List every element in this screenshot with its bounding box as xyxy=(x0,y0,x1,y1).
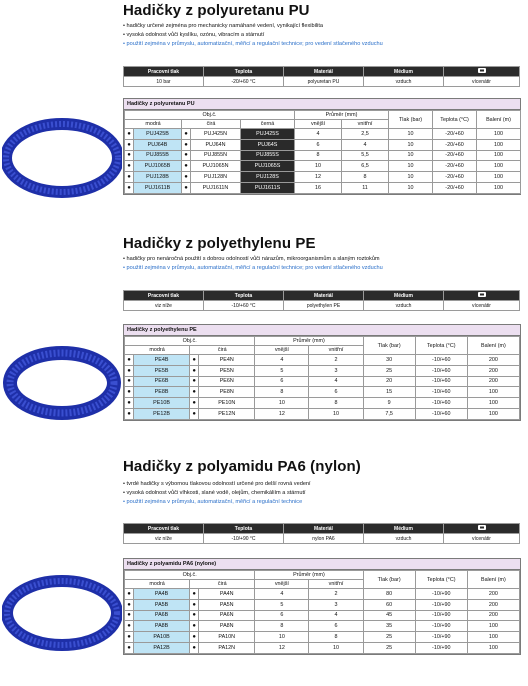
spec-header-medium: Médium xyxy=(364,67,444,77)
inner-diameter: 10 xyxy=(309,408,363,419)
outer-diameter: 16 xyxy=(295,182,342,193)
spec-value-icon: vícenátir xyxy=(444,77,520,87)
spec-value-temp: -20/+60 °C xyxy=(204,77,284,87)
temperature: -20/+60 xyxy=(433,172,477,183)
spec-header-pressure: Pracovní tlak xyxy=(124,291,204,301)
hose-coil-icon xyxy=(2,118,122,198)
pressure: 15 xyxy=(363,387,415,398)
outer-diameter: 4 xyxy=(295,129,342,140)
code-blue: PA6B xyxy=(134,610,190,621)
pressure: 25 xyxy=(363,365,415,376)
inner-diameter: 4 xyxy=(309,376,363,387)
code-clear: PA8N xyxy=(199,621,255,632)
code-blue: PE8B xyxy=(134,387,190,398)
code-black: PUJ855S xyxy=(241,150,295,161)
spec-value-medium: vzduch xyxy=(364,301,444,311)
code-clear: PUJ1065N xyxy=(191,161,241,172)
product-table xyxy=(123,98,521,195)
bullet-dot-icon: ● xyxy=(190,355,199,366)
package: 100 xyxy=(477,150,521,161)
product-table xyxy=(123,324,521,421)
bullet-dot-icon: ● xyxy=(125,139,134,150)
pressure: 10 xyxy=(389,172,433,183)
inner-diameter: 6 xyxy=(309,387,363,398)
feature-list xyxy=(123,22,523,49)
code-clear: PA5N xyxy=(199,599,255,610)
bullet-dot-icon: ● xyxy=(125,621,134,632)
package: 200 xyxy=(467,599,519,610)
code-blue: PUJ425B xyxy=(134,129,182,140)
header-pressure: Tlak (bar) xyxy=(389,111,433,129)
bullet-dot-icon: ● xyxy=(125,599,134,610)
outer-diameter: 6 xyxy=(295,139,342,150)
header-obj: Obj.č. xyxy=(125,337,255,346)
pressure: 25 xyxy=(363,632,415,643)
code-blue: PA4B xyxy=(134,589,190,600)
code-blue: PUJ855B xyxy=(134,150,182,161)
package: 100 xyxy=(477,129,521,140)
spec-value-temp: -10/+60 °C xyxy=(204,301,284,311)
outer-diameter: 6 xyxy=(255,610,309,621)
feature-item: • vysoká odolnost vůči vlhkosti, slané vodě, olejům, chemikáliím a stárnutí xyxy=(123,490,306,496)
bullet-dot-icon: ● xyxy=(125,632,134,643)
outer-diameter: 4 xyxy=(255,355,309,366)
bullet-dot-icon: ● xyxy=(190,589,199,600)
bullet-dot-icon: ● xyxy=(125,150,134,161)
spec-header-pressure: Pracovní tlak xyxy=(124,524,204,534)
header-outer: vnější xyxy=(255,346,309,355)
code-clear: PUJ64N xyxy=(191,139,241,150)
temperature: -20/+60 xyxy=(433,161,477,172)
bullet-dot-icon: ● xyxy=(125,182,134,193)
table-row xyxy=(125,610,520,621)
inner-diameter: 8 xyxy=(342,172,389,183)
spec-header-temp: Teplota xyxy=(204,291,284,301)
feature-item: • vysoká odolnost vůči kyslíku, ozónu, vibracím a stárnutí xyxy=(123,32,265,38)
code-clear: PA10N xyxy=(199,632,255,643)
spec-value-icon: vícenátir xyxy=(444,534,520,544)
code-clear: PE6N xyxy=(199,376,255,387)
package: 200 xyxy=(467,365,519,376)
bullet-dot-icon: ● xyxy=(190,398,199,409)
pressure: 7,5 xyxy=(363,408,415,419)
table-row xyxy=(125,376,520,387)
code-black: PUJ64S xyxy=(241,139,295,150)
bullet-dot-icon: ● xyxy=(182,139,191,150)
code-clear: PE8N xyxy=(199,387,255,398)
temperature: -20/+60 xyxy=(433,182,477,193)
code-clear: PA12N xyxy=(199,642,255,653)
pressure: 25 xyxy=(363,642,415,653)
header-obj: Obj.č. xyxy=(125,111,295,120)
table-row xyxy=(125,161,521,172)
usage-note: • použití zejména v průmyslu, automatizační, měřicí a regulační technice; pro vedení stlačeného vzduchu xyxy=(123,265,383,271)
table-row xyxy=(125,408,520,419)
bullet-dot-icon: ● xyxy=(125,365,134,376)
hose-coil-icon xyxy=(2,573,122,653)
pressure: 10 xyxy=(389,161,433,172)
feature-list xyxy=(123,480,523,507)
code-blue: PA12B xyxy=(134,642,190,653)
code-blue: PE6B xyxy=(134,376,190,387)
code-clear: PUJ855N xyxy=(191,150,241,161)
spec-table xyxy=(123,523,520,544)
hose-coil-icon xyxy=(2,343,122,423)
code-clear: PUJ128N xyxy=(191,172,241,183)
temperature: -10/+90 xyxy=(415,642,467,653)
temperature: -10/+60 xyxy=(415,355,467,366)
pressure: 9 xyxy=(363,398,415,409)
outer-diameter: 12 xyxy=(255,408,309,419)
package: 100 xyxy=(467,387,519,398)
feature-item: • tvrdé hadičky s výbornou tlakovou odolností určené pro delší rovná vedení xyxy=(123,481,311,487)
header-pressure: Tlak (bar) xyxy=(363,337,415,355)
package: 100 xyxy=(477,161,521,172)
pressure: 35 xyxy=(363,621,415,632)
outer-diameter: 10 xyxy=(295,161,342,172)
outer-diameter: 8 xyxy=(255,387,309,398)
table-row xyxy=(125,129,521,140)
spec-header-temp: Teplota xyxy=(204,524,284,534)
bullet-dot-icon: ● xyxy=(190,376,199,387)
feature-item: • hadičky určené zejména pro mechanicky namáhané vedení, vynikající flexibilita xyxy=(123,23,324,29)
temperature: -10/+90 xyxy=(415,589,467,600)
spec-header-medium: Médium xyxy=(364,524,444,534)
package: 200 xyxy=(467,355,519,366)
header-blue: modrá xyxy=(125,346,190,355)
code-blue: PUJ1065B xyxy=(134,161,182,172)
pressure: 45 xyxy=(363,610,415,621)
spec-header-material: Materiál xyxy=(284,524,364,534)
bullet-dot-icon: ● xyxy=(125,408,134,419)
section-pu xyxy=(0,0,528,215)
header-clear: čirá xyxy=(182,120,241,129)
spec-header-pressure: Pracovní tlak xyxy=(124,67,204,77)
inner-diameter: 2,5 xyxy=(342,129,389,140)
section-title: Hadičky z polyethylenu PE xyxy=(123,235,316,252)
package: 100 xyxy=(477,139,521,150)
package: 200 xyxy=(467,376,519,387)
code-blue: PUJ128B xyxy=(134,172,182,183)
package: 100 xyxy=(467,642,519,653)
temperature: -10/+60 xyxy=(415,387,467,398)
outer-diameter: 6 xyxy=(255,376,309,387)
table-row xyxy=(125,621,520,632)
spec-value-pressure: 10 bar xyxy=(124,77,204,87)
spec-value-material: polyuretan PU xyxy=(284,77,364,87)
bullet-dot-icon: ● xyxy=(182,150,191,161)
table-row xyxy=(125,139,521,150)
header-diameter: Průměr (mm) xyxy=(255,337,363,346)
bullet-dot-icon: ● xyxy=(190,365,199,376)
bullet-dot-icon: ● xyxy=(125,129,134,140)
header-blue: modrá xyxy=(125,120,182,129)
spec-table xyxy=(123,66,520,87)
fitting-icon xyxy=(444,291,520,301)
temperature: -10/+90 xyxy=(415,632,467,643)
table-caption: Hadičky z polyamidu PA6 (nylone) xyxy=(124,559,520,570)
bullet-dot-icon: ● xyxy=(182,182,191,193)
table-row xyxy=(125,172,521,183)
package: 100 xyxy=(467,398,519,409)
bullet-dot-icon: ● xyxy=(190,610,199,621)
table-row xyxy=(125,589,520,600)
table-row xyxy=(125,355,520,366)
spec-value-medium: vzduch xyxy=(364,77,444,87)
outer-diameter: 5 xyxy=(255,365,309,376)
header-pack: Balení (m) xyxy=(467,337,519,355)
spec-header-material: Materiál xyxy=(284,67,364,77)
product-grid xyxy=(124,570,520,654)
code-blue: PE5B xyxy=(134,365,190,376)
header-inner: vnitřní xyxy=(309,580,363,589)
header-inner: vnitřní xyxy=(309,346,363,355)
inner-diameter: 10 xyxy=(309,642,363,653)
bullet-dot-icon: ● xyxy=(125,589,134,600)
code-blue: PE12B xyxy=(134,408,190,419)
table-caption: Hadičky z polyuretanu PU xyxy=(124,99,520,110)
outer-diameter: 10 xyxy=(255,632,309,643)
code-clear: PUJ425N xyxy=(191,129,241,140)
bullet-dot-icon: ● xyxy=(125,172,134,183)
outer-diameter: 8 xyxy=(295,150,342,161)
bullet-dot-icon: ● xyxy=(190,599,199,610)
spec-header-medium: Médium xyxy=(364,291,444,301)
pressure: 20 xyxy=(363,376,415,387)
inner-diameter: 2 xyxy=(309,589,363,600)
inner-diameter: 3 xyxy=(309,599,363,610)
bullet-dot-icon: ● xyxy=(182,129,191,140)
package: 100 xyxy=(467,632,519,643)
table-row xyxy=(125,642,520,653)
code-blue: PE4B xyxy=(134,355,190,366)
bullet-dot-icon: ● xyxy=(190,632,199,643)
bullet-dot-icon: ● xyxy=(125,387,134,398)
spec-value-pressure: viz níže xyxy=(124,534,204,544)
code-blue: PE10B xyxy=(134,398,190,409)
spec-value-temp: -10/+90 °C xyxy=(204,534,284,544)
pressure: 10 xyxy=(389,129,433,140)
inner-diameter: 2 xyxy=(309,355,363,366)
code-blue: PA10B xyxy=(134,632,190,643)
code-clear: PA6N xyxy=(199,610,255,621)
bullet-dot-icon: ● xyxy=(125,610,134,621)
usage-note: • použití zejména v průmyslu, automatizační, měřicí a regulační technice xyxy=(123,499,303,505)
spec-value-medium: vzduch xyxy=(364,534,444,544)
outer-diameter: 5 xyxy=(255,599,309,610)
temperature: -20/+60 xyxy=(433,129,477,140)
fitting-icon xyxy=(444,524,520,534)
usage-note: • použití zejména v průmyslu, automatizační, měřicí a regulační technice; pro vedení stlačeného vzduchu xyxy=(123,41,383,47)
outer-diameter: 12 xyxy=(295,172,342,183)
spec-value-icon: vícenátir xyxy=(444,301,520,311)
package: 200 xyxy=(467,610,519,621)
inner-diameter: 8 xyxy=(309,398,363,409)
code-blue: PA8B xyxy=(134,621,190,632)
table-row xyxy=(125,182,521,193)
temperature: -10/+60 xyxy=(415,398,467,409)
bullet-dot-icon: ● xyxy=(125,398,134,409)
package: 100 xyxy=(477,172,521,183)
code-clear: PE10N xyxy=(199,398,255,409)
outer-diameter: 4 xyxy=(255,589,309,600)
bullet-dot-icon: ● xyxy=(190,387,199,398)
section-pa6 xyxy=(0,456,528,686)
table-row xyxy=(125,150,521,161)
table-body xyxy=(125,355,520,420)
bullet-dot-icon: ● xyxy=(182,161,191,172)
inner-diameter: 3 xyxy=(309,365,363,376)
spec-value-pressure: viz níže xyxy=(124,301,204,311)
code-blue: PA5B xyxy=(134,599,190,610)
temperature: -10/+60 xyxy=(415,365,467,376)
product-grid xyxy=(124,336,520,420)
section-title: Hadičky z polyamidu PA6 (nylon) xyxy=(123,458,361,475)
temperature: -20/+60 xyxy=(433,139,477,150)
code-blue: PUJ1611B xyxy=(134,182,182,193)
bullet-dot-icon: ● xyxy=(125,642,134,653)
bullet-dot-icon: ● xyxy=(190,621,199,632)
header-diameter: Průměr (mm) xyxy=(295,111,389,120)
table-body xyxy=(125,589,520,654)
bullet-dot-icon: ● xyxy=(125,355,134,366)
code-clear: PE12N xyxy=(199,408,255,419)
code-clear: PE5N xyxy=(199,365,255,376)
product-table xyxy=(123,558,521,655)
header-obj: Obj.č. xyxy=(125,571,255,580)
code-blue: PUJ64B xyxy=(134,139,182,150)
bullet-dot-icon: ● xyxy=(182,172,191,183)
temperature: -10/+60 xyxy=(415,408,467,419)
code-black: PUJ425S xyxy=(241,129,295,140)
inner-diameter: 8 xyxy=(309,632,363,643)
header-temp: Teplota (°C) xyxy=(415,337,467,355)
temperature: -20/+60 xyxy=(433,150,477,161)
inner-diameter: 6,5 xyxy=(342,161,389,172)
outer-diameter: 12 xyxy=(255,642,309,653)
header-pressure: Tlak (bar) xyxy=(363,571,415,589)
header-temp: Teplota (°C) xyxy=(415,571,467,589)
product-grid xyxy=(124,110,521,194)
code-clear: PE4N xyxy=(199,355,255,366)
header-clear: čirá xyxy=(190,580,255,589)
package: 200 xyxy=(467,589,519,600)
header-black: černá xyxy=(241,120,295,129)
header-blue: modrá xyxy=(125,580,190,589)
pressure: 80 xyxy=(363,589,415,600)
inner-diameter: 4 xyxy=(309,610,363,621)
pressure: 10 xyxy=(389,182,433,193)
table-row xyxy=(125,365,520,376)
pressure: 10 xyxy=(389,150,433,161)
code-clear: PA4N xyxy=(199,589,255,600)
table-row xyxy=(125,398,520,409)
table-body xyxy=(125,129,521,194)
outer-diameter: 10 xyxy=(255,398,309,409)
spec-table xyxy=(123,290,520,311)
temperature: -10/+60 xyxy=(415,376,467,387)
header-inner: vnitřní xyxy=(342,120,389,129)
section-pe xyxy=(0,233,528,443)
package: 100 xyxy=(477,182,521,193)
table-row xyxy=(125,599,520,610)
code-black: PUJ1611S xyxy=(241,182,295,193)
spec-value-material: polyethylen PE xyxy=(284,301,364,311)
section-title: Hadičky z polyuretanu PU xyxy=(123,2,310,19)
header-temp: Teplota (°C) xyxy=(433,111,477,129)
bullet-dot-icon: ● xyxy=(190,408,199,419)
spec-header-temp: Teplota xyxy=(204,67,284,77)
feature-item: • hadičky pro nenáročná použití s dobrou odolností vůči nárazům, mikroorganismům a slaným roztokům xyxy=(123,256,380,262)
table-caption: Hadičky z polyethylenu PE xyxy=(124,325,520,336)
header-pack: Balení (m) xyxy=(477,111,521,129)
code-clear: PUJ1611N xyxy=(191,182,241,193)
outer-diameter: 8 xyxy=(255,621,309,632)
inner-diameter: 4 xyxy=(342,139,389,150)
header-outer: vnější xyxy=(255,580,309,589)
temperature: -10/+90 xyxy=(415,599,467,610)
feature-list xyxy=(123,255,523,273)
temperature: -10/+90 xyxy=(415,610,467,621)
bullet-dot-icon: ● xyxy=(125,376,134,387)
bullet-dot-icon: ● xyxy=(125,161,134,172)
inner-diameter: 11 xyxy=(342,182,389,193)
code-black: PUJ1065S xyxy=(241,161,295,172)
bullet-dot-icon: ● xyxy=(190,642,199,653)
header-pack: Balení (m) xyxy=(467,571,519,589)
table-row xyxy=(125,632,520,643)
package: 100 xyxy=(467,621,519,632)
fitting-icon xyxy=(444,67,520,77)
pressure: 30 xyxy=(363,355,415,366)
header-diameter: Průměr (mm) xyxy=(255,571,363,580)
spec-value-material: nylon PA6 xyxy=(284,534,364,544)
header-clear: čirá xyxy=(190,346,255,355)
inner-diameter: 6 xyxy=(309,621,363,632)
header-outer: vnější xyxy=(295,120,342,129)
table-row xyxy=(125,387,520,398)
temperature: -10/+90 xyxy=(415,621,467,632)
pressure: 60 xyxy=(363,599,415,610)
pressure: 10 xyxy=(389,139,433,150)
code-black: PUJ128S xyxy=(241,172,295,183)
inner-diameter: 5,5 xyxy=(342,150,389,161)
spec-header-material: Materiál xyxy=(284,291,364,301)
package: 100 xyxy=(467,408,519,419)
